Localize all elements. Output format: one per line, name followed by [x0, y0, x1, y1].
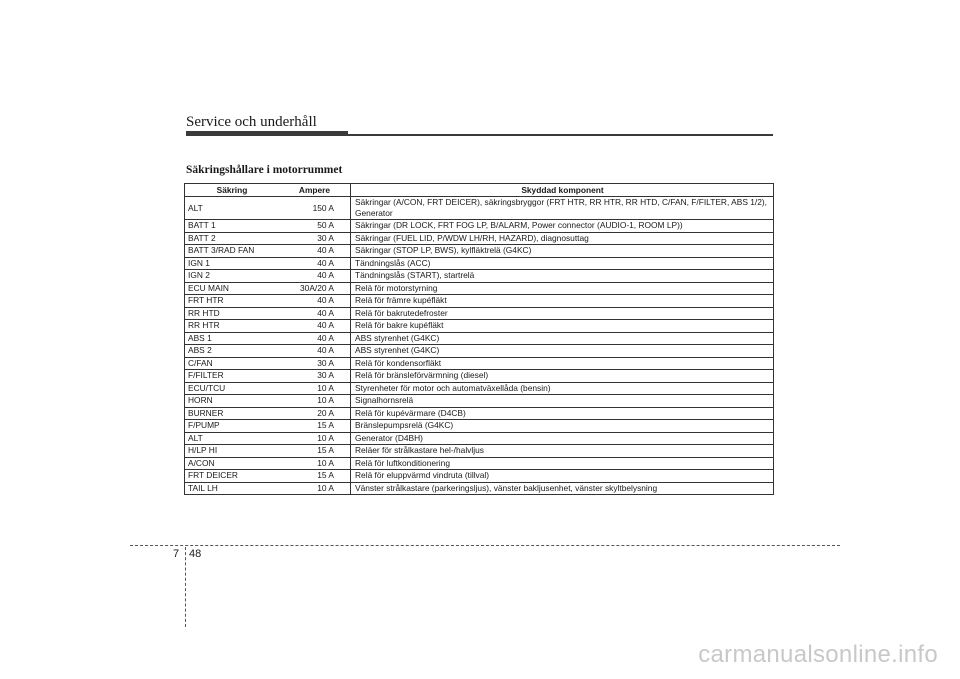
- column-header-fuse: Säkring: [185, 184, 280, 197]
- fuse-name-cell: BATT 2: [185, 232, 280, 245]
- ampere-cell: 40 A: [279, 245, 351, 258]
- component-cell: Relä för luftkonditionering: [351, 457, 774, 470]
- table-row: [185, 332, 774, 345]
- table-row: [185, 307, 774, 320]
- fuse-name-cell: C/FAN: [185, 357, 280, 370]
- component-cell: ABS styrenhet (G4KC): [351, 345, 774, 358]
- ampere-cell: 10 A: [279, 382, 351, 395]
- header-bar: [186, 131, 348, 136]
- table-row: [185, 320, 774, 333]
- table-row: [185, 245, 774, 258]
- ampere-cell: 15 A: [279, 470, 351, 483]
- ampere-cell: 150 A: [279, 197, 351, 220]
- fuse-name-cell: BATT 1: [185, 220, 280, 233]
- fuse-name-cell: H/LP HI: [185, 445, 280, 458]
- fuse-name-cell: ABS 1: [185, 332, 280, 345]
- component-cell: Säkringar (DR LOCK, FRT FOG LP, B/ALARM, Power connector (AUDIO-1, ROOM LP)): [351, 220, 774, 233]
- page-number: 48: [189, 548, 202, 560]
- ampere-cell: 20 A: [279, 407, 351, 420]
- table-row: [185, 232, 774, 245]
- component-cell: ABS styrenhet (G4KC): [351, 332, 774, 345]
- column-header-component: Skyddad komponent: [351, 184, 774, 197]
- ampere-cell: 30A/20 A: [279, 282, 351, 295]
- fuse-table: [184, 183, 774, 495]
- table-row: [185, 220, 774, 233]
- section-title: Säkringshållare i motorrummet: [186, 164, 343, 176]
- component-cell: Relä för bakrutedefroster: [351, 307, 774, 320]
- header-rule: [348, 134, 773, 136]
- component-cell: Signalhornsrelä: [351, 395, 774, 408]
- table-row: [185, 345, 774, 358]
- fuse-name-cell: RR HTD: [185, 307, 280, 320]
- fuse-name-cell: F/PUMP: [185, 420, 280, 433]
- fuse-name-cell: A/CON: [185, 457, 280, 470]
- table-row: [185, 407, 774, 420]
- table-row: [185, 432, 774, 445]
- table-row: [185, 257, 774, 270]
- ampere-cell: 40 A: [279, 345, 351, 358]
- fuse-name-cell: BURNER: [185, 407, 280, 420]
- fuse-name-cell: HORN: [185, 395, 280, 408]
- ampere-cell: 30 A: [279, 357, 351, 370]
- ampere-cell: 40 A: [279, 307, 351, 320]
- fuse-name-cell: F/FILTER: [185, 370, 280, 383]
- ampere-cell: 10 A: [279, 395, 351, 408]
- ampere-cell: 15 A: [279, 445, 351, 458]
- component-cell: Relä för motorstyrning: [351, 282, 774, 295]
- footer-dashed-rule: [130, 545, 840, 546]
- fuse-name-cell: TAIL LH: [185, 482, 280, 495]
- ampere-cell: 40 A: [279, 257, 351, 270]
- component-cell: Relä för bakre kupéfläkt: [351, 320, 774, 333]
- fuse-name-cell: IGN 2: [185, 270, 280, 283]
- fuse-name-cell: ALT: [185, 432, 280, 445]
- ampere-cell: 40 A: [279, 320, 351, 333]
- chapter-number: 7: [173, 548, 180, 560]
- table-row: [185, 370, 774, 383]
- watermark: carmanualsonline.info: [698, 641, 938, 668]
- table-row: [185, 357, 774, 370]
- component-cell: Vänster strålkastare (parkeringsljus), vänster bakljusenhet, vänster skyltbelysning: [351, 482, 774, 495]
- component-cell: Relä för bränsleförvärmning (diesel): [351, 370, 774, 383]
- component-cell: Relä för kupévärmare (D4CB): [351, 407, 774, 420]
- ampere-cell: 10 A: [279, 482, 351, 495]
- footer-vertical-rule: [185, 547, 186, 627]
- table-row: [185, 395, 774, 408]
- component-cell: Tändningslås (START), startrelä: [351, 270, 774, 283]
- ampere-cell: 15 A: [279, 420, 351, 433]
- fuse-name-cell: ECU MAIN: [185, 282, 280, 295]
- component-cell: Säkringar (FUEL LID, P/WDW LH/RH, HAZARD), diagnosuttag: [351, 232, 774, 245]
- component-cell: Tändningslås (ACC): [351, 257, 774, 270]
- ampere-cell: 40 A: [279, 270, 351, 283]
- table-row: [185, 270, 774, 283]
- ampere-cell: 50 A: [279, 220, 351, 233]
- fuse-name-cell: BATT 3/RAD FAN: [185, 245, 280, 258]
- table-row: [185, 197, 774, 220]
- ampere-cell: 30 A: [279, 232, 351, 245]
- fuse-name-cell: ALT: [185, 197, 280, 220]
- fuse-name-cell: ABS 2: [185, 345, 280, 358]
- component-cell: Relä för kondensorfläkt: [351, 357, 774, 370]
- component-cell: Säkringar (STOP LP, BWS), kylfläktrelä (G4KC): [351, 245, 774, 258]
- fuse-name-cell: FRT HTR: [185, 295, 280, 308]
- fuse-name-cell: RR HTR: [185, 320, 280, 333]
- component-cell: Relä för främre kupéfläkt: [351, 295, 774, 308]
- ampere-cell: 40 A: [279, 332, 351, 345]
- table-row: [185, 457, 774, 470]
- table-row: [185, 282, 774, 295]
- table-row: [185, 482, 774, 495]
- ampere-cell: 30 A: [279, 370, 351, 383]
- component-cell: Generator (D4BH): [351, 432, 774, 445]
- fuse-name-cell: ECU/TCU: [185, 382, 280, 395]
- page-header-title: Service och underhåll: [186, 114, 317, 130]
- column-header-ampere: Ampere: [279, 184, 351, 197]
- component-cell: Säkringar (A/CON, FRT DEICER), säkringsbryggor (FRT HTR, RR HTR, RR HTD, C/FAN, F/FILTER, ABS 1/2), Generator: [351, 197, 774, 220]
- table-row: [185, 420, 774, 433]
- table-header-row: [185, 184, 774, 197]
- component-cell: Styrenheter för motor och automatväxellåda (bensin): [351, 382, 774, 395]
- table-row: [185, 382, 774, 395]
- table-row: [185, 445, 774, 458]
- fuse-name-cell: IGN 1: [185, 257, 280, 270]
- ampere-cell: 40 A: [279, 295, 351, 308]
- ampere-cell: 10 A: [279, 432, 351, 445]
- component-cell: Relä för eluppvärmd vindruta (tillval): [351, 470, 774, 483]
- table-row: [185, 295, 774, 308]
- table-row: [185, 470, 774, 483]
- component-cell: Reläer för strålkastare hel-/halvljus: [351, 445, 774, 458]
- component-cell: Bränslepumpsrelä (G4KC): [351, 420, 774, 433]
- ampere-cell: 10 A: [279, 457, 351, 470]
- fuse-name-cell: FRT DEICER: [185, 470, 280, 483]
